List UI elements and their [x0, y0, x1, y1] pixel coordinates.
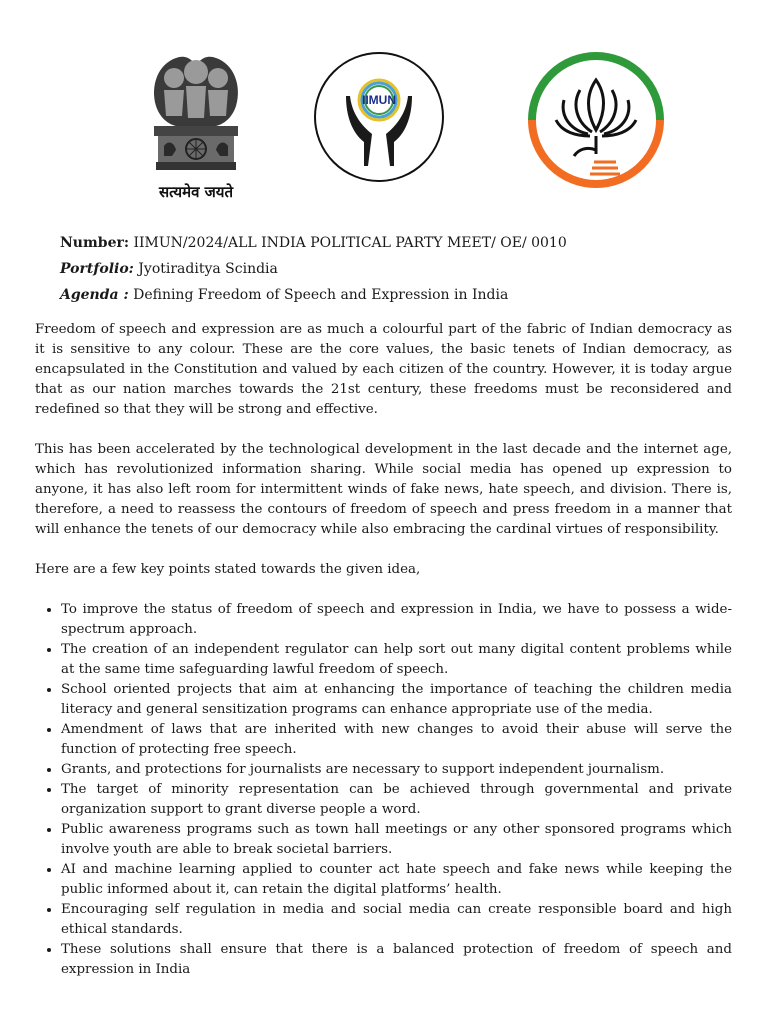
paragraph-intro: Freedom of speech and expression are as much a colourful part of the fabric of Indian democracy as it is sensitive to any colour. These are the core values, the basic tenets of Indian democracy, as encapsulated in the Constitution and valued by each citizen of the country. However, it is today argue that as our nation marches towards the 21st century, these freedoms must be reconsidered and redefined so that they will be strong and effective.	[35, 322, 732, 417]
emblem-motto: सत्यमेव जयते	[158, 183, 234, 201]
portfolio-label: Portfolio:	[60, 261, 134, 277]
iimun-logo-icon	[312, 50, 446, 184]
portfolio-row	[60, 256, 567, 282]
list-item: • These solutions shall ensure that there is a balanced protection of freedom of speech and expression in India	[61, 940, 732, 980]
list-item: • Grants, and protections for journalists are necessary to support independent journalism.	[61, 760, 732, 780]
number-label: Number:	[60, 235, 130, 251]
key-points-list	[35, 600, 732, 980]
list-item: • The target of minority representation can be achieved through governmental and private organization support to grant diverse people a word.	[61, 780, 732, 820]
agenda-value: Defining Freedom of Speech and Expression in India	[133, 287, 509, 303]
portfolio-value: Jyotiraditya Scindia	[138, 261, 278, 277]
list-item: • Public awareness programs such as town hall meetings or any other sponsored programs which involve youth are able to break societal barriers.	[61, 820, 732, 860]
list-item: • Amendment of laws that are inherited with new changes to avoid their abuse will serve the function of protecting free speech.	[61, 720, 732, 760]
list-item: • To improve the status of freedom of speech and expression in India, we have to possess a wide-spectrum approach.	[61, 600, 732, 640]
document-meta	[60, 230, 567, 308]
paragraph-technology: This has been accelerated by the technological development in the last decade and the internet age, which has revolutionized information sharing. While social media has opened up expression to anyone, it has also left room for intermittent winds of fake news, hate speech, and division. There is, therefore, a need to reassess the contours of freedom of speech and press freedom in a manner that will enhance the tenets of our democracy while also embracing the cardinal virtues of responsibility.	[35, 442, 732, 537]
agenda-row	[60, 282, 567, 308]
paragraph-key-points-intro: Here are a few key points stated towards the given idea,	[35, 562, 421, 577]
list-item: • AI and machine learning applied to counter act hate speech and fake news while keeping the public informed about it, can retain the digital platforms’ health.	[61, 860, 732, 900]
list-item: • Encouraging self regulation in media and social media can create responsible board and high ethical standards.	[61, 900, 732, 940]
logo-header	[0, 44, 768, 204]
agenda-label: Agenda :	[60, 287, 129, 303]
document-body	[35, 320, 732, 980]
list-item: • The creation of an independent regulator can help sort out many digital content problems while at the same time safeguarding lawful freedom of speech.	[61, 640, 732, 680]
ashoka-emblem-icon	[136, 46, 256, 204]
number-row	[60, 230, 567, 256]
list-item: • School oriented projects that aim at enhancing the importance of teaching the children media literacy and general sensitization programs can enhance appropriate use of the media.	[61, 680, 732, 720]
mun-logo-text: IIMUN	[362, 93, 396, 107]
number-value: IIMUN/2024/ALL INDIA POLITICAL PARTY MEET/ OE/ 0010	[133, 235, 567, 251]
lotus-icon	[526, 50, 666, 190]
